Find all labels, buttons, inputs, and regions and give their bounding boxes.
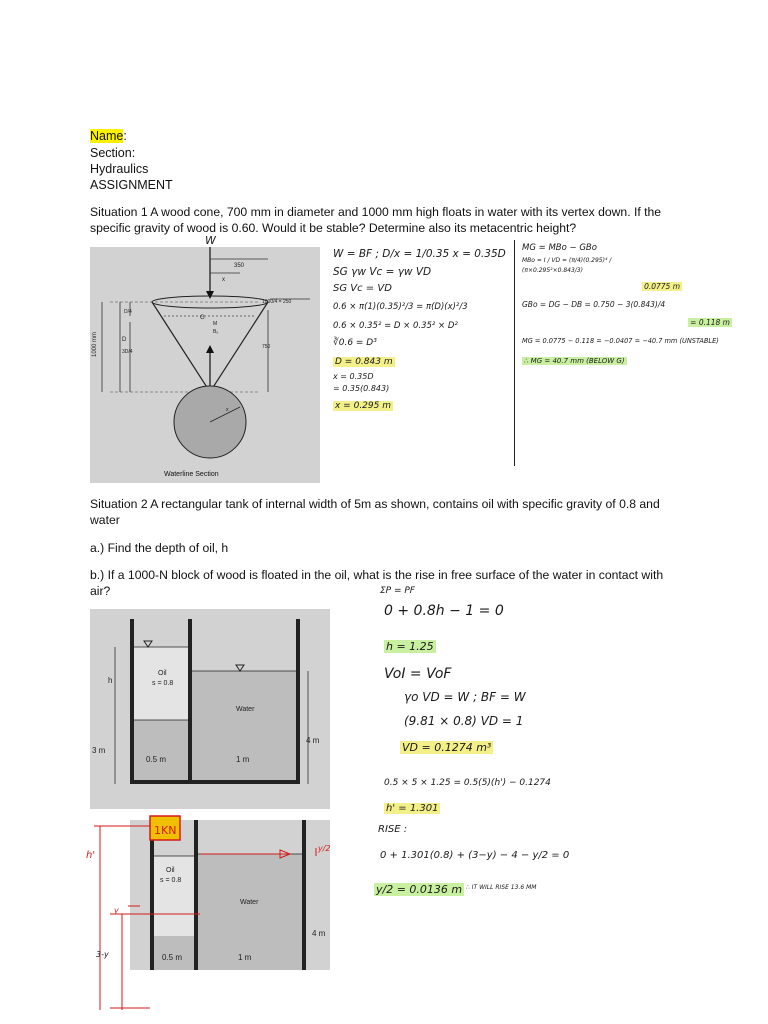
answer-mbo: 0.0775 m	[644, 282, 680, 291]
dim-h: h	[108, 676, 113, 685]
work-line: 0.6 × 0.35² = D × 0.35² × D²	[333, 321, 458, 331]
handwritten-w: W	[205, 234, 216, 247]
work-line: MBo = I / VD = (π/4)(0.295)⁴ / (π×0.295²×0.843/3)	[522, 257, 612, 274]
name-line	[90, 128, 127, 144]
work-line: 0.6 × π(1)(0.35)²/3 = π(D)(x)²/3	[333, 302, 468, 312]
work-sum-p: ΣP = PF	[380, 586, 415, 596]
work-line: = 0.35(0.843)	[333, 384, 390, 393]
label-m: M	[213, 321, 218, 327]
dim-1m: 1 m	[236, 755, 250, 764]
dim-4m: 4 m	[306, 736, 320, 745]
work-h-prime-eq: 0.5 × 5 × 1.25 = 0.5(5)(h') − 0.1274	[384, 778, 551, 788]
ratio-label: 1000/4 = 250	[262, 299, 292, 305]
dim-0-5m-b: 0.5 m	[162, 953, 183, 962]
work-volume-eq: VoI = VoF	[384, 666, 452, 682]
name-label: Name	[90, 129, 124, 143]
assignment-line: ASSIGNMENT	[90, 178, 173, 192]
answer-y-half: y/2 = 0.0136 m	[376, 883, 463, 896]
answer-h-prime: h' = 1.301	[386, 803, 439, 814]
dim-350: 350	[234, 263, 245, 269]
label-water-b: Water	[240, 899, 259, 906]
dim-4m-b: 4 m	[312, 929, 326, 938]
work-line: MG = MBo − GBo	[522, 243, 597, 253]
work-buoyancy: γo VD = W ; BF = W	[404, 690, 526, 704]
name-colon: :	[123, 129, 127, 143]
dim-d: D	[122, 337, 127, 343]
dim-x: x	[222, 277, 225, 283]
work-line-mg: MG = 0.0775 − 0.118 = −0.0407 = −40.7 mm (UNSTABLE)	[522, 337, 719, 345]
label-h-prime: h'	[86, 850, 96, 861]
answer-gbo: = 0.118 m	[690, 318, 730, 327]
answer-vd: VD = 0.1274 m³	[402, 741, 492, 754]
work-oil-eq: 0 + 0.8h − 1 = 0	[384, 603, 504, 619]
answer-mg: ∴ MG = 40.7 mm (BELOW G)	[524, 357, 625, 365]
work-rise-label: RISE :	[378, 824, 408, 835]
label-x-circle: x	[226, 407, 229, 413]
cone-figure	[90, 247, 320, 483]
part-b-text: b.) If a 1000-N block of wood is floated in the oil, what is the rise in free surface of the water in contact with air?	[90, 568, 664, 598]
label-3-minus-y: 3-y	[96, 950, 109, 959]
block-label: 1KN	[154, 824, 177, 837]
work-vd-eq: (9.81 × 0.8) VD = 1	[404, 714, 524, 728]
work-line: GBo = DG − DB = 0.750 − 3(0.843)/4	[522, 300, 666, 309]
work-line: ∛0.6 = D³	[333, 338, 377, 348]
label-oil: Oil	[158, 670, 167, 677]
work-line: SG γw Vc = γw VD	[333, 266, 432, 278]
work-line: x = 0.35D	[333, 372, 374, 381]
label-sg: s = 0.8	[152, 680, 174, 687]
dim-d-over-4: D/4	[124, 309, 132, 315]
dim-3m: 3 m	[92, 746, 106, 755]
dim-750: 750	[262, 344, 271, 350]
label-y: y	[114, 906, 119, 915]
part-a-text: a.) Find the depth of oil, h	[90, 541, 229, 555]
answer-d: D = 0.843 m	[335, 357, 393, 367]
label-water: Water	[236, 706, 255, 713]
waterline-caption: Waterline Section	[164, 471, 219, 478]
dim-3d-over-4: 3D/4	[122, 349, 133, 355]
course-line: Hydraulics	[90, 162, 149, 176]
work-line: SG Vc = VD	[333, 283, 392, 294]
conclusion-rise: ∴ IT WILL RISE 13.6 MM	[466, 884, 537, 891]
red-annotations	[80, 812, 350, 1012]
label-g: G	[200, 315, 205, 321]
tank-figure-a	[90, 609, 330, 809]
label-sg-b: s = 0.8	[160, 877, 182, 884]
work-rise-eq: 0 + 1.301(0.8) + (3−y) − 4 − y/2 = 0	[380, 850, 570, 861]
solution-divider	[514, 240, 515, 466]
label-bo: Bₒ	[213, 329, 219, 335]
situation1-work-right	[522, 240, 747, 370]
situation1-text: Situation 1 A wood cone, 700 mm in diameter and 1000 mm high floats in water with its vertex down. If the specific gravity of wood is 0.60. Would it be stable? Determine also its metacentric height?	[90, 205, 662, 235]
answer-h: h = 1.25	[386, 640, 434, 653]
dim-1000mm: 1000 mm	[92, 331, 98, 357]
dim-0-5m: 0.5 m	[146, 755, 167, 764]
answer-x: x = 0.295 m	[335, 401, 391, 411]
label-oil-b: Oil	[166, 867, 175, 874]
dim-1m-b: 1 m	[238, 953, 252, 962]
work-line: W = BF ; D/x = 1/0.35 x = 0.35D	[333, 248, 506, 260]
section-line: Section:	[90, 146, 136, 160]
situation2-text: Situation 2 A rectangular tank of internal width of 5m as shown, contains oil with specific gravity of 0.8 and water	[90, 497, 660, 527]
label-y-half: y/2	[318, 844, 331, 853]
situation1-work-left	[333, 245, 506, 415]
